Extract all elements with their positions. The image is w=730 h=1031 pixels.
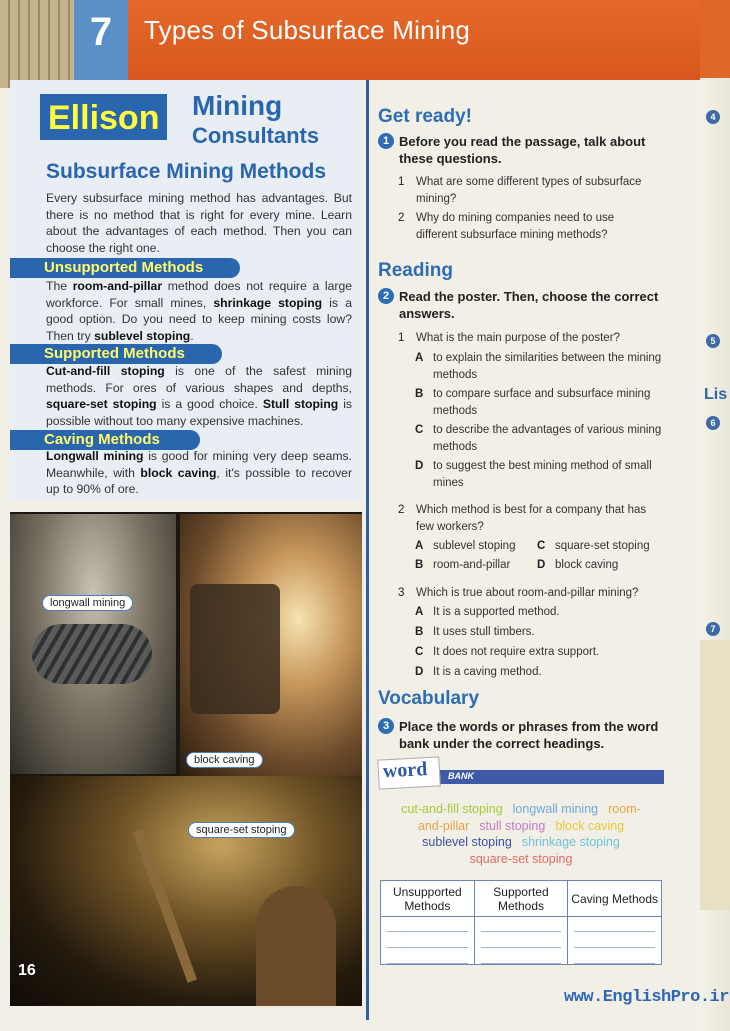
answer-cell[interactable] — [474, 933, 568, 949]
answer-option[interactable]: C square-set stoping — [537, 540, 650, 552]
answer-option[interactable]: D It is a caving method. — [415, 666, 542, 678]
word-bank-line — [376, 834, 666, 850]
header-decoration — [0, 0, 74, 88]
longwall-mining-photo — [10, 514, 176, 774]
answer-cell[interactable] — [474, 917, 568, 933]
company-logo-mining: Mining — [192, 90, 283, 121]
unit-number: 7 — [74, 0, 128, 88]
section-heading-vocabulary: Vocabulary — [378, 688, 480, 709]
next-page-bullet: 6 — [706, 416, 720, 430]
square-set-stoping-photo — [10, 776, 362, 1006]
word-bank-line — [376, 818, 666, 834]
next-page-bullet: 5 — [706, 334, 720, 348]
word-bank-item[interactable]: cut-and-fill stoping — [401, 802, 503, 816]
word-bank-item[interactable]: shrinkage stoping — [521, 835, 620, 849]
next-page-edge — [700, 0, 730, 1031]
word-bank-label: BANK — [448, 771, 474, 781]
poster-supported-text: Cut-and-fill stoping is one of the safest mining methods. For ores of various shapes and depths, square-set stoping is a good choice. Stull stoping is possible without too many expensive machines. — [46, 364, 352, 428]
word-bank-line — [376, 851, 666, 867]
word-bank-item[interactable]: stull stoping — [479, 819, 546, 833]
answer-cell[interactable] — [381, 933, 475, 949]
poster-unsupported-text: The room-and-pillar method does not require a large workforce. For small mines, shrinkage stoping is a good option. Do you need to keep mining costs low? Then try sublevel stoping. — [46, 279, 353, 343]
list-item: 2 Why do mining companies need to use different subsurface mining methods? — [398, 212, 615, 241]
word-bank-item[interactable]: longwall mining — [512, 802, 599, 816]
poster-caving-text: Longwall mining is good for mining very deep seams. Meanwhile, with block caving, it's possible to recover up to 90% of ore. — [46, 449, 353, 496]
word-bank-item[interactable]: block caving — [555, 819, 625, 833]
word-bank-item[interactable]: square-set stoping — [469, 852, 573, 866]
answer-option[interactable]: C to describe the advantages of various mining methods — [415, 424, 662, 453]
word-bank-item[interactable]: and-pillar — [417, 819, 470, 833]
headings-table — [380, 880, 662, 965]
answer-cell[interactable] — [381, 949, 475, 965]
drill-rig — [190, 584, 280, 714]
table-header: Caving Methods — [568, 881, 662, 917]
page-number: 16 — [18, 962, 36, 979]
answer-cell[interactable] — [568, 949, 662, 965]
company-logo-ellison: Ellison — [40, 94, 167, 140]
answer-option[interactable]: D to suggest the best mining method of small mines — [415, 460, 652, 489]
exercise-2-instruction: 2 Read the poster. Then, choose the correct answers. — [378, 288, 678, 322]
poster-title: Subsurface Mining Methods — [46, 160, 327, 183]
next-page-bullet: 4 — [706, 110, 720, 124]
word-bank-line — [376, 801, 666, 817]
section-heading-reading: Reading — [378, 260, 453, 281]
word-bank-item[interactable]: room- — [608, 802, 641, 816]
question-1: 1 What is the main purpose of the poster? — [398, 332, 620, 344]
photo-label-block-caving: block caving — [186, 752, 263, 768]
exercise-number: 2 — [378, 288, 394, 304]
section-band-supported: Supported Methods — [10, 344, 222, 364]
answer-option[interactable]: A It is a supported method. — [415, 606, 560, 618]
exercise-number: 3 — [378, 718, 394, 734]
block-caving-photo — [180, 514, 362, 776]
section-band-unsupported: Unsupported Methods — [10, 258, 240, 278]
poster-intro: Every subsurface mining method has advantages. But there is no method that is right for every mine. Learn about the advantages of each method. Then you can choose the right one. — [46, 191, 352, 255]
answer-option[interactable]: B to compare surface and subsurface mining methods — [415, 388, 651, 417]
site-watermark: www.EnglishPro.ir — [564, 988, 729, 1007]
section-heading-get-ready: Get ready! — [378, 106, 472, 127]
answer-option[interactable]: B It uses stull timbers. — [415, 626, 535, 638]
answer-cell[interactable] — [381, 917, 475, 933]
company-logo-consultants: Consultants — [192, 123, 320, 148]
next-page-box — [700, 640, 730, 910]
exercise-3-instruction: 3 Place the words or phrases from the word bank under the correct headings. — [378, 718, 678, 752]
list-item: 1 What are some different types of subsurface mining? — [398, 176, 642, 205]
longwall-machine — [32, 624, 152, 684]
exercise-1-instruction: 1 Before you read the passage, talk about these questions. — [378, 133, 678, 167]
answer-option[interactable]: D block caving — [537, 559, 619, 571]
table-header: Supported Methods — [474, 881, 568, 917]
answer-option[interactable]: A to explain the similarities between the mining methods — [415, 352, 662, 381]
exercise-number: 1 — [378, 133, 394, 149]
section-band-caving: Caving Methods — [10, 430, 200, 450]
next-page-bullet: 7 — [706, 622, 720, 636]
question-3: 3 Which is true about room-and-pillar mining? — [398, 587, 639, 599]
miner-figure — [256, 886, 336, 1006]
photo-label-square-set: square-set stoping — [188, 822, 295, 838]
photo-label-longwall: longwall mining — [42, 595, 133, 611]
answer-option[interactable]: B room-and-pillar — [415, 559, 511, 571]
answer-option[interactable]: C It does not require extra support. — [415, 646, 600, 658]
word-bank-logo: word — [377, 756, 440, 789]
next-page-section-fragment: Lis — [704, 386, 728, 403]
answer-cell[interactable] — [568, 917, 662, 933]
question-2: 2 Which method is best for a company that has few workers? — [398, 504, 647, 533]
answer-cell[interactable] — [568, 933, 662, 949]
answer-cell[interactable] — [474, 949, 568, 965]
unit-title: Types of Subsurface Mining — [144, 15, 471, 45]
word-bank-item[interactable]: sublevel stoping — [422, 835, 512, 849]
answer-option[interactable]: A sublevel stoping — [415, 540, 516, 552]
table-header: Unsupported Methods — [381, 881, 475, 917]
pickaxe — [133, 829, 197, 983]
next-page-header — [700, 0, 730, 78]
column-divider — [366, 80, 369, 1020]
